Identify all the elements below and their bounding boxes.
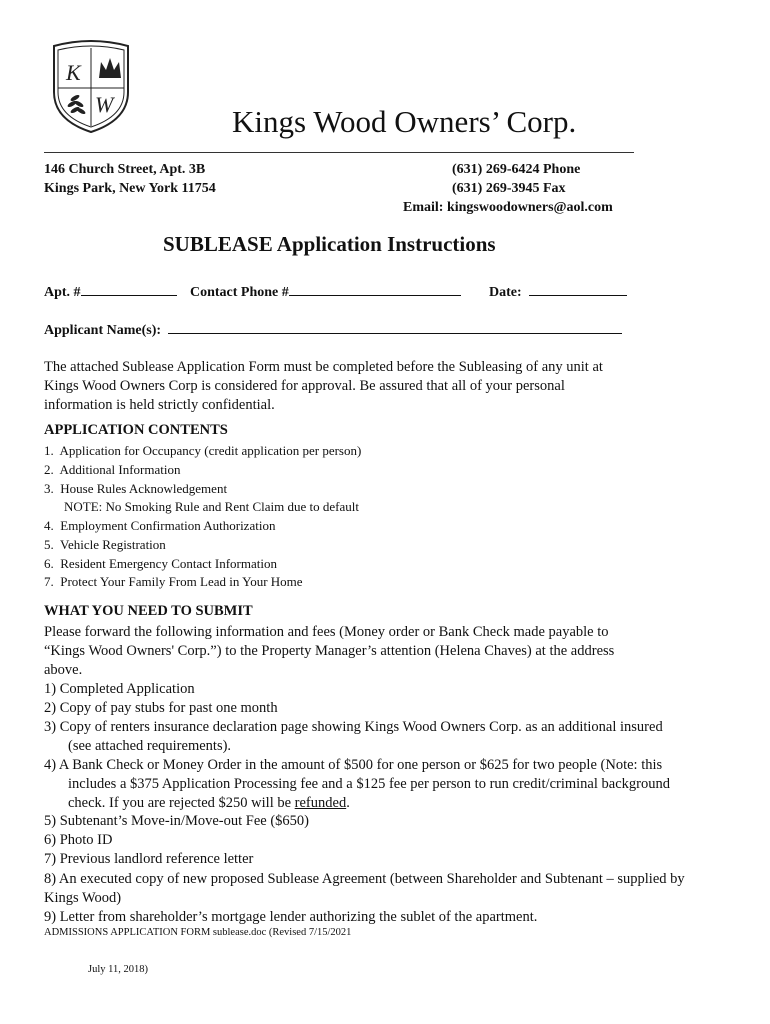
applicant-name-field[interactable] <box>44 320 622 339</box>
contents-note: NOTE: No Smoking Rule and Rent Claim due to default <box>64 499 359 514</box>
submit-heading: WHAT YOU NEED TO SUBMIT <box>44 603 253 619</box>
item-text: Employment Confirmation Authorization <box>60 518 276 533</box>
item-number: 4. <box>44 518 54 533</box>
intro-line: The attached Sublease Application Form must be completed before the Subleasing of any unit at <box>44 359 603 375</box>
submit-item: 8) An executed copy of new proposed Sublease Agreement (between Shareholder and Subtenant – supplied by <box>44 871 685 887</box>
item-number: 1. <box>44 443 54 458</box>
kings-wood-logo <box>48 40 134 136</box>
item-text: Vehicle Registration <box>60 537 166 552</box>
refund-text-end: . <box>346 795 350 811</box>
header-divider <box>44 152 634 153</box>
submit-item-continued: Kings Wood) <box>44 890 122 906</box>
date-label: Date: <box>489 285 522 300</box>
form-footer: ADMISSIONS APPLICATION FORM sublease.doc (Revised 7/15/2021 <box>44 927 352 938</box>
company-name: Kings Wood Owners’ Corp. <box>232 104 577 139</box>
intro-line: information is held strictly confidential. <box>44 397 275 413</box>
apt-label: Apt. # <box>44 285 81 300</box>
address-line-2: Kings Park, New York 11754 <box>44 181 216 196</box>
submit-item-continued: includes a $375 Application Processing fee and a $125 fee per person to run credit/criminal background <box>68 776 670 792</box>
submit-item: 2) Copy of pay stubs for past one month <box>44 700 278 716</box>
contact-phone-blank[interactable] <box>289 282 461 296</box>
apt-field[interactable] <box>44 282 177 301</box>
item-text: Additional Information <box>59 462 181 477</box>
submit-intro-line: above. <box>44 662 83 678</box>
contents-item <box>44 481 227 497</box>
svg-text:K: K <box>66 60 81 85</box>
date-field[interactable] <box>489 282 627 301</box>
submit-item: 9) Letter from shareholder’s mortgage lender authorizing the sublet of the apartment. <box>44 909 538 925</box>
contents-heading: APPLICATION CONTENTS <box>44 422 228 438</box>
refunded-text: refunded <box>294 795 347 811</box>
phone-number: (631) 269-6424 Phone <box>452 162 581 177</box>
contents-item <box>44 537 166 553</box>
submit-intro-line: Please forward the following information and fees (Money order or Bank Check made payable to <box>44 624 609 640</box>
applicant-name-label: Applicant Name(s): <box>44 323 162 338</box>
contents-item <box>44 462 181 478</box>
email-address: Email: kingswoodowners@aol.com <box>403 200 613 215</box>
laurel-icon <box>67 94 87 115</box>
submit-intro-line: “Kings Wood Owners' Corp.”) to the Property Manager’s attention (Helena Chaves) at the address <box>44 643 615 659</box>
item-number: 3. <box>44 481 54 496</box>
refund-text: check. If you are rejected $250 will be <box>68 795 295 811</box>
contents-item <box>44 518 275 534</box>
item-number: 2. <box>44 462 54 477</box>
item-number: 6. <box>44 556 54 571</box>
submit-item: 1) Completed Application <box>44 681 195 697</box>
contents-item <box>44 443 361 459</box>
item-text: Resident Emergency Contact Information <box>60 556 277 571</box>
page-title: SUBLEASE Application Instructions <box>163 232 496 256</box>
submit-item: 4) A Bank Check or Money Order in the amount of $500 for one person or $625 for two people (Note: this <box>44 757 663 773</box>
address-line-1: 146 Church Street, Apt. 3B <box>44 162 206 177</box>
submit-item: 3) Copy of renters insurance declaration page showing Kings Wood Owners Corp. as an additional insured <box>44 719 663 735</box>
submit-item: 6) Photo ID <box>44 832 113 848</box>
submit-item-continued <box>68 794 350 813</box>
crown-icon <box>99 58 121 78</box>
contents-item <box>44 556 277 572</box>
footer-date: July 11, 2018) <box>88 964 148 975</box>
intro-line: Kings Wood Owners Corp is considered for approval. Be assured that all of your personal <box>44 378 565 394</box>
submit-item: 7) Previous landlord reference letter <box>44 851 254 867</box>
item-number: 5. <box>44 537 54 552</box>
date-blank[interactable] <box>529 282 627 296</box>
submit-item-continued: (see attached requirements). <box>68 738 232 754</box>
contact-phone-label: Contact Phone # <box>190 285 289 300</box>
submit-item: 5) Subtenant’s Move-in/Move-out Fee ($650) <box>44 813 309 829</box>
item-text: House Rules Acknowledgement <box>60 481 228 496</box>
svg-text:W: W <box>95 92 114 117</box>
contents-item <box>44 574 303 590</box>
item-text: Protect Your Family From Lead in Your Home <box>60 574 303 589</box>
contact-phone-field[interactable] <box>190 282 461 301</box>
apt-blank[interactable] <box>81 282 177 296</box>
item-number: 7. <box>44 574 54 589</box>
applicant-name-blank[interactable] <box>168 320 622 334</box>
fax-number: (631) 269-3945 Fax <box>452 181 566 196</box>
item-text: Application for Occupancy (credit application per person) <box>59 443 362 458</box>
